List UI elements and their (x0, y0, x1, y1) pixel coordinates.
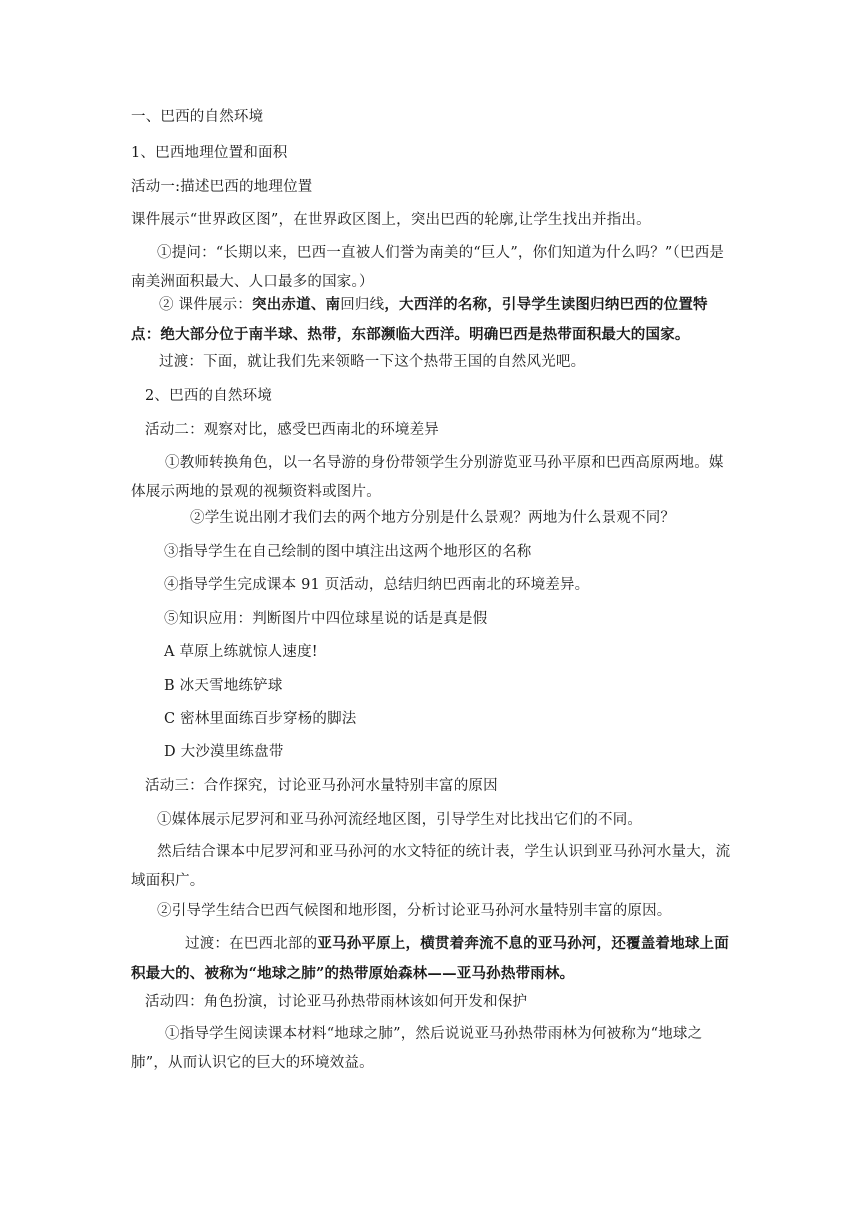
subsection-heading: 1、巴西地理位置和面积 (131, 145, 288, 161)
activity-title: 活动一:描述巴西的地理位置 (131, 179, 313, 195)
paragraph: ②引导学生结合巴西气候图和地形图，分析讨论亚马孙河水量特别丰富的原因。 (157, 903, 672, 919)
option-b: B 冰天雪地练铲球 (164, 678, 283, 694)
paragraph (131, 929, 731, 989)
paragraph-text: ，大西洋的名称，引导学生读图归纳巴西的位置特点：绝大部分位于南半球、热带，东部濒临大西洋。明确巴西是热带面积最大的国家。 (131, 296, 708, 343)
transition-text: 过渡：下面，就让我们先来领略一下这个热带王国的自然风光吧。 (159, 354, 586, 370)
option-d: D 大沙漠里练盘带 (164, 744, 284, 760)
activity-title: 活动二：观察对比，感受巴西南北的环境差异 (145, 422, 439, 438)
paragraph-text: 回归线 (340, 297, 385, 313)
option-c: C 密林里面练百步穿杨的脚法 (164, 711, 357, 727)
activity-title: 活动四：角色扮演，讨论亚马孙热带雨林该如何开发和保护 (145, 994, 528, 1010)
paragraph: ⑤知识应用：判断图片中四位球星说的话是真是假 (164, 611, 488, 627)
paragraph: ①提问：“长期以来，巴西一直被人们誉为南美的“巨人”，你们知道为什么吗？”（巴西是南美洲面积最大、人口最多的国家。） (131, 245, 725, 290)
paragraph: ①教师转换角色，以一名导游的身份带领学生分别游览亚马孙平原和巴西高原两地。媒体展示两地的景观的视频资料或图片。 (131, 455, 724, 500)
paragraph: ④指导学生完成课本 91 页活动，总结归纳巴西南北的环境差异。 (164, 577, 590, 593)
paragraph (131, 290, 731, 350)
paragraph: 然后结合课本中尼罗河和亚马孙河的水文特征的统计表，学生认识到亚马孙河水量大，流域面积广。 (131, 844, 731, 889)
paragraph-text: 过渡：在巴西北部的 (185, 936, 318, 952)
section-heading: 一、巴西的自然环境 (131, 109, 264, 125)
paragraph: ②学生说出刚才我们去的两个地方分别是什么景观？两地为什么景观不同？ (190, 510, 676, 526)
emphasis-text: 突出赤道、南 (252, 296, 341, 313)
option-a: A 草原上练就惊人速度! (164, 644, 318, 660)
emphasis-text: 亚马孙平原上 (317, 935, 406, 952)
paragraph: 课件展示“世界政区图”，在世界政区图上，突出巴西的轮廓,让学生找出并指出。 (131, 212, 651, 228)
paragraph-text: ② 课件展示： (159, 297, 253, 313)
paragraph-text: ，横贯着奔流不息的亚马孙河，还覆盖着地球上面积最大的、被称为“地球之肺”的热带原始森林——亚马孙热带雨林。 (131, 935, 729, 982)
paragraph: ①指导学生阅读课本材料“地球之肺”，然后说说亚马孙热带雨林为何被称为“地球之肺”，从而认识它的巨大的环境效益。 (131, 1026, 703, 1071)
paragraph: ①媒体展示尼罗河和亚马孙河流经地区图，引导学生对比找出它们的不同。 (157, 812, 643, 828)
subsection-heading: 2、巴西的自然环境 (145, 388, 273, 404)
activity-title: 活动三：合作探究，讨论亚马孙河水量特别丰富的原因 (145, 778, 498, 794)
paragraph: ③指导学生在自己绘制的图中填注出这两个地形区的名称 (164, 544, 532, 560)
